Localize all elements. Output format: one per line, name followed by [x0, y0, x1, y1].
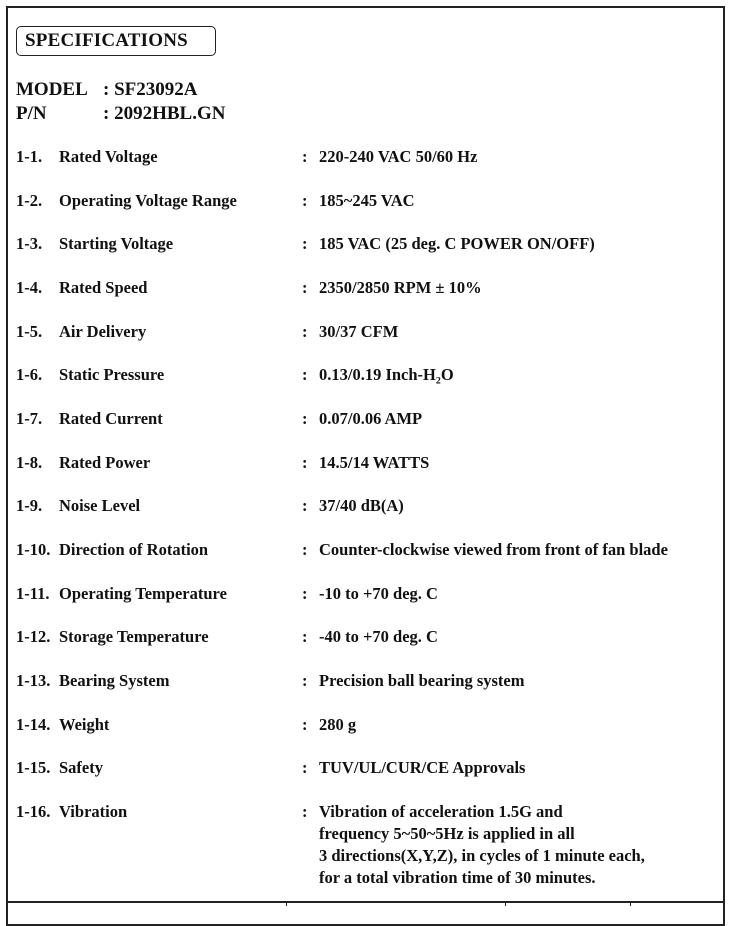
spec-value-line: for a total vibration time of 30 minutes.: [319, 868, 596, 887]
spec-value-line: 3 directions(X,Y,Z), in cycles of 1 minute each,: [319, 846, 645, 865]
spec-colon: :: [302, 234, 308, 253]
spec-value: 185~245 VAC: [319, 191, 415, 210]
spec-colon: :: [302, 278, 308, 297]
spec-colon: :: [302, 147, 308, 166]
spec-name: Vibration: [59, 802, 128, 821]
spec-colon: :: [302, 365, 308, 384]
spec-name: Bearing System: [59, 671, 170, 690]
bottom-rule: [6, 901, 725, 903]
spec-colon: :: [302, 409, 308, 428]
spec-number: 1-8.: [16, 453, 43, 472]
spec-number: 1-7.: [16, 409, 43, 428]
spec-colon: :: [302, 584, 308, 603]
spec-colon: :: [302, 671, 308, 690]
spec-number: 1-12.: [16, 627, 51, 646]
model-label: MODEL: [16, 79, 88, 100]
spec-number: 1-6.: [16, 365, 43, 384]
spec-colon: :: [302, 496, 308, 515]
tick: [286, 902, 287, 906]
spec-number: 1-16.: [16, 802, 51, 821]
spec-value: 2350/2850 RPM ± 10%: [319, 278, 482, 297]
spec-number: 1-5.: [16, 322, 43, 341]
spec-name: Static Pressure: [59, 365, 165, 384]
spec-number: 1-9.: [16, 496, 43, 515]
pn-label: P/N: [16, 103, 47, 124]
spec-name: Air Delivery: [59, 322, 147, 341]
spec-value: TUV/UL/CUR/CE Approvals: [319, 758, 526, 777]
spec-name: Operating Voltage Range: [59, 191, 237, 210]
pn-line: [16, 103, 225, 125]
spec-name: Operating Temperature: [59, 584, 227, 603]
spec-name: Safety: [59, 758, 103, 777]
model-value: : SF23092A: [103, 79, 198, 100]
spec-value: 37/40 dB(A): [319, 496, 404, 515]
spec-value: 0.13/0.19 Inch-H₂O: [319, 365, 454, 384]
spec-value: 0.07/0.06 AMP: [319, 409, 423, 428]
spec-name: Weight: [59, 715, 110, 734]
spec-number: 1-14.: [16, 715, 51, 734]
specifications-title: SPECIFICATIONS: [16, 26, 216, 56]
spec-colon: :: [302, 453, 308, 472]
spec-colon: :: [302, 322, 308, 341]
spec-value: 220-240 VAC 50/60 Hz: [319, 147, 478, 166]
spec-number: 1-1.: [16, 147, 43, 166]
spec-number: 1-13.: [16, 671, 51, 690]
model-line: [16, 79, 197, 101]
spec-colon: :: [302, 758, 308, 777]
spec-number: 1-2.: [16, 191, 43, 210]
spec-value-multiline: [319, 801, 645, 889]
spec-number: 1-4.: [16, 278, 43, 297]
spec-name: Rated Voltage: [59, 147, 158, 166]
spec-value: 280 g: [319, 715, 357, 734]
spec-value-line: Vibration of acceleration 1.5G and: [319, 802, 563, 821]
spec-value-line: frequency 5~50~5Hz is applied in all: [319, 824, 575, 843]
spec-value: 30/37 CFM: [319, 322, 399, 341]
spec-name: Starting Voltage: [59, 234, 174, 253]
spec-number: 1-15.: [16, 758, 51, 777]
tick: [505, 902, 506, 906]
spec-number: 1-11.: [16, 584, 50, 603]
spec-colon: :: [302, 715, 308, 734]
spec-number: 1-3.: [16, 234, 43, 253]
spec-value: 185 VAC (25 deg. C POWER ON/OFF): [319, 234, 595, 253]
spec-value: -40 to +70 deg. C: [319, 627, 438, 646]
spec-name: Rated Speed: [59, 278, 148, 297]
spec-value: Counter-clockwise viewed from front of fan blade: [319, 540, 668, 559]
spec-name: Rated Current: [59, 409, 163, 428]
spec-name: Storage Temperature: [59, 627, 209, 646]
spec-value: Precision ball bearing system: [319, 671, 525, 690]
spec-number: 1-10.: [16, 540, 51, 559]
spec-colon: :: [302, 191, 308, 210]
pn-value: : 2092HBL.GN: [103, 103, 226, 124]
tick: [630, 902, 631, 906]
spec-colon: :: [302, 802, 308, 821]
spec-name: Noise Level: [59, 496, 141, 515]
spec-name: Direction of Rotation: [59, 540, 209, 559]
spec-colon: :: [302, 627, 308, 646]
spec-colon: :: [302, 540, 308, 559]
spec-value: -10 to +70 deg. C: [319, 584, 438, 603]
spec-value: 14.5/14 WATTS: [319, 453, 430, 472]
spec-name: Rated Power: [59, 453, 151, 472]
